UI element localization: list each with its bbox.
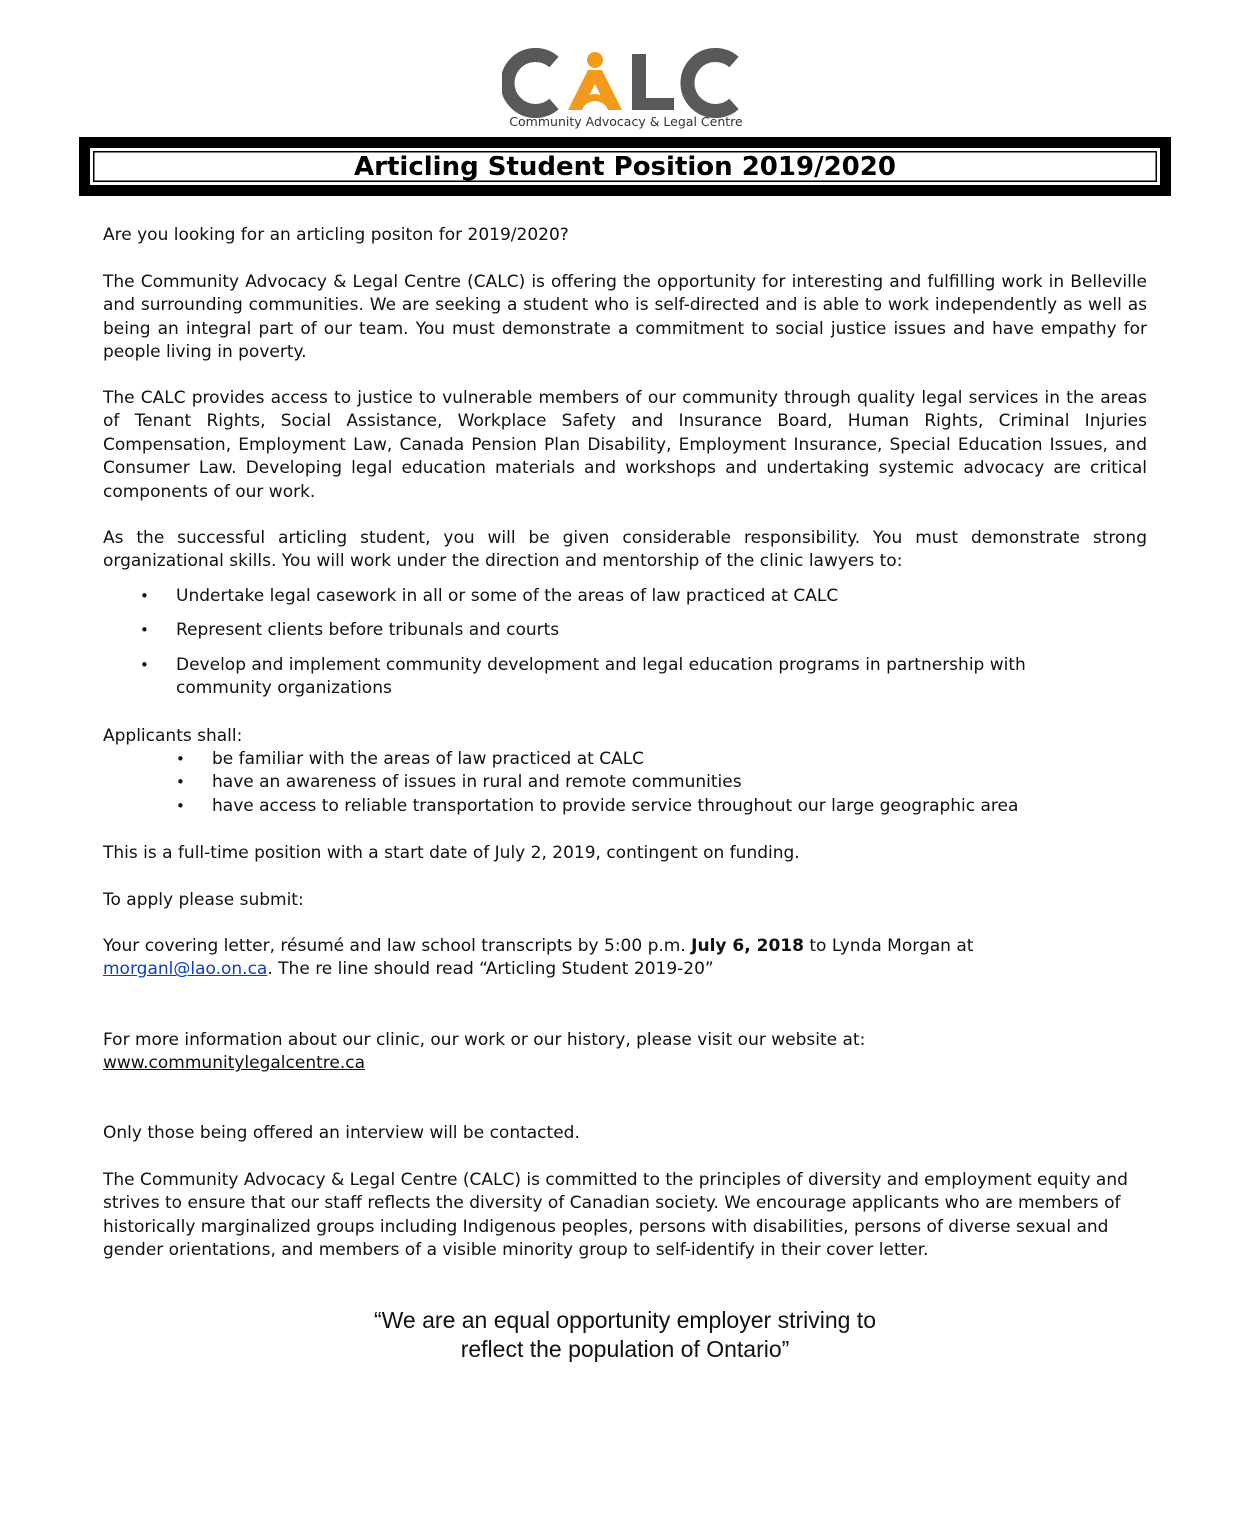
quote-line-2: reflect the population of Ontario” bbox=[460, 1336, 790, 1362]
paragraph-responsibility: As the successful articling student, you will be given considerable responsibility. You must demonstrate strong organizational skills. You will work under the direction and mentorship of the clinic lawyers to: bbox=[103, 528, 1147, 572]
list-item: • Develop and implement community development and legal education programs in partnership with community organizations bbox=[140, 654, 1106, 701]
apply-text-after: to Lynda Morgan at bbox=[803, 936, 974, 956]
page-title: Articling Student Position 2019/2020 bbox=[354, 151, 896, 182]
full-time-note: This is a full-time position with a start date of July 2, 2019, contingent on funding. bbox=[103, 843, 800, 863]
list-item: • be familiar with the areas of law practiced at CALC bbox=[176, 748, 1176, 771]
apply-instructions bbox=[103, 935, 1147, 982]
paragraph-diversity: The Community Advocacy & Legal Centre (CALC) is committed to the principles of diversity and employment equity and strives to ensure that our staff reflects the diversity of Canadian society. We encourage applicants who are members of historically marginalized groups including Indigenous peoples, persons with disabilities, persons of diverse sexual and gender orientations, and members of a visible minority group to self-identify in their cover letter. bbox=[103, 1170, 1128, 1261]
logo-tagline: Community Advocacy & Legal Centre bbox=[509, 114, 743, 129]
applicants-heading: Applicants shall: bbox=[103, 726, 243, 746]
calc-logo-mark bbox=[502, 48, 748, 118]
list-item: • have access to reliable transportation to provide service throughout our large geographic area bbox=[176, 795, 1176, 818]
list-item: • Undertake legal casework in all or some of the areas of law practiced at CALC bbox=[140, 585, 1140, 608]
apply-heading: To apply please submit: bbox=[103, 890, 304, 910]
requirements-list bbox=[176, 748, 1176, 818]
website-link[interactable]: www.communitylegalcentre.ca bbox=[103, 1053, 366, 1074]
apply-text-before: Your covering letter, résumé and law school transcripts by 5:00 p.m. bbox=[103, 936, 692, 956]
list-item: • Represent clients before tribunals and courts bbox=[140, 619, 1140, 642]
equal-opportunity-quote bbox=[200, 1306, 1050, 1364]
paragraph-opportunity: The Community Advocacy & Legal Centre (CALC) is offering the opportunity for interesting and fulfilling work in Belleville and surrounding communities. We are seeking a student who is self-directed and is able to work independently as well as being an integral part of our team. You must demonstrate a commitment to social justice issues and have empathy for people living in poverty. bbox=[103, 272, 1147, 363]
email-link[interactable]: morganl@lao.on.ca bbox=[103, 959, 268, 980]
duties-list bbox=[140, 585, 1140, 712]
more-info bbox=[103, 1029, 1147, 1076]
paragraph-services: The CALC provides access to justice to vulnerable members of our community through quality legal services in the areas of Tenant Rights, Social Assistance, Workplace Safety and Insurance Board, Human Rights, Criminal Injuries Compensation, Employment Law, Canada Pension Plan Disability, Employment Insurance, Special Education Issues, and Consumer Law. Developing legal education materials and workshops and undertaking systemic advocacy are critical components of our work. bbox=[103, 388, 1147, 502]
intro-question: Are you looking for an articling positon for 2019/2020? bbox=[103, 225, 569, 245]
apply-deadline: July 6, 2018 bbox=[691, 936, 804, 956]
title-banner bbox=[79, 137, 1171, 196]
list-item: • have an awareness of issues in rural and remote communities bbox=[176, 771, 1176, 794]
more-info-text: For more information about our clinic, our work or our history, please visit our website at: bbox=[103, 1030, 866, 1050]
quote-line-1: “We are an equal opportunity employer striving to bbox=[373, 1307, 876, 1333]
title-frame bbox=[89, 147, 1161, 186]
re-line-text: . The re line should read “Articling Student 2019-20” bbox=[267, 959, 714, 980]
interview-note: Only those being offered an interview will be contacted. bbox=[103, 1123, 580, 1143]
